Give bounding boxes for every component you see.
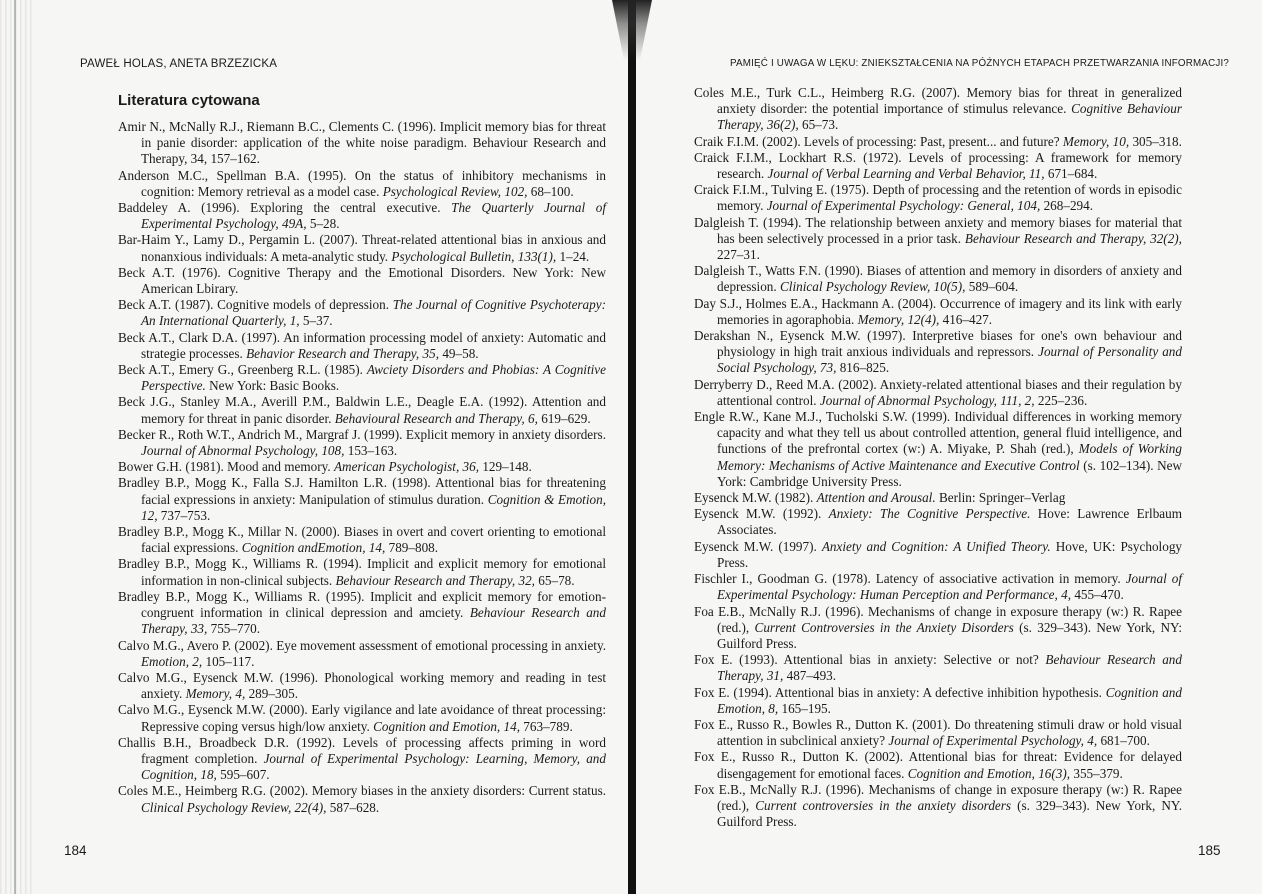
reference-entry: [694, 604, 1182, 653]
reference-entry: [118, 330, 606, 362]
reference-source: Cognition and Emotion, 16(3),: [907, 765, 1071, 781]
right-page: [636, 0, 1262, 894]
reference-entry: [118, 297, 606, 329]
reference-text: Fischler I., Goodman G. (1978). Latency of associative activation in memory.: [694, 571, 1126, 587]
reference-entry: [694, 215, 1182, 264]
reference-pages: New York: Basic Books.: [205, 378, 340, 394]
reference-entry: [118, 362, 606, 394]
reference-entry: [118, 200, 606, 232]
reference-source: Journal of Abnormal Psychology, 111, 2,: [819, 392, 1035, 408]
reference-entry: [694, 571, 1182, 603]
reference-entry: [694, 263, 1182, 295]
reference-text: Craick F.I.M., Lockhart R.S. (1972). Levels of processing: A framework for memory research.: [694, 149, 1182, 182]
reference-entry: [694, 539, 1182, 571]
reference-pages: (s. 329–343). New York, NY: Guilford Press.: [717, 619, 1182, 651]
reference-list-right: [694, 85, 1182, 830]
reference-source: Cognition & Emotion, 12,: [141, 491, 606, 523]
reference-pages: 5–28.: [306, 216, 340, 232]
reference-source: Current Controversies in the Anxiety Disorders: [754, 619, 1014, 635]
reference-entry: [118, 638, 606, 670]
reference-entry: [694, 182, 1182, 214]
reference-entry: [118, 475, 606, 524]
reference-source: The Journal of Cognitive Psychoterapy: An International Quarterly, 1,: [141, 297, 606, 329]
reference-source: Behavior Research and Therapy, 35,: [246, 345, 440, 361]
reference-source: Emotion, 2,: [141, 653, 203, 669]
reference-source: Cognition andEmotion, 14,: [241, 540, 386, 556]
page-number-right: 185: [1198, 843, 1221, 858]
reference-source: Journal of Experimental Psychology: General, 104,: [766, 198, 1041, 214]
reference-text: Craick F.I.M., Tulving E. (1975). Depth of processing and the retention of words in episodic memory.: [694, 182, 1182, 214]
reference-pages: 595–607.: [216, 767, 270, 783]
reference-text: Fox E., Russo R., Dutton K. (2002). Attentional bias for threat: Evidence for delayed disengagement for emotional faces.: [694, 749, 1182, 781]
reference-pages: 5–37.: [299, 313, 333, 329]
reference-source: Attention and Arousal.: [816, 490, 936, 506]
reference-pages: 589–604.: [965, 279, 1019, 295]
reference-source: Memory, 4,: [185, 686, 246, 702]
reference-pages: 671–684.: [1044, 166, 1098, 182]
reference-pages: 165–195.: [778, 700, 831, 716]
reference-text: Dalgleish T., Watts F.N. (1990). Biases of attention and memory in disorders of anxiety and depression.: [694, 263, 1182, 295]
running-head-left: PAWEŁ HOLAS, ANETA BRZEZICKA: [80, 58, 278, 70]
reference-source: Anxiety: The Cognitive Perspective.: [828, 506, 1031, 522]
reference-entry: [694, 134, 1182, 150]
reference-pages: 129–148.: [479, 459, 532, 475]
reference-text: Beck A.T., Clark D.A. (1997). An information processing model of anxiety: Automatic and strategie processes.: [118, 329, 606, 361]
reference-text: Beck A.T. (1987). Cognitive models of depression.: [118, 297, 393, 313]
reference-text: Fox E., Russo R., Bowles R., Dutton K. (2001). Do threatening stimuli draw or hold visual attention in subclinical anxiety?: [694, 716, 1182, 749]
section-title: Literatura cytowana: [118, 92, 260, 109]
reference-pages: 153–163.: [344, 443, 398, 459]
reference-entry: [694, 685, 1182, 717]
reference-text: Fox E. (1993). Attentional bias in anxiety: Selective or not?: [694, 652, 1046, 668]
reference-pages: 416–427.: [939, 311, 993, 327]
left-page: [0, 0, 628, 894]
reference-source: Memory, 10,: [1062, 133, 1130, 149]
reference-source: Clinical Psychology Review, 10(5),: [780, 279, 966, 295]
book-gutter: [628, 0, 636, 894]
reference-text: Eysenck M.W. (1992).: [694, 506, 829, 522]
reference-text: Bradley B.P., Mogg K., Millar N. (2000). Biases in overt and covert orienting to emotional facial expressions.: [118, 524, 606, 556]
reference-source: Journal of Experimental Psychology: Learning, Memory, and Cognition, 18,: [141, 750, 606, 783]
reference-pages: 737–753.: [157, 507, 211, 523]
reference-text: Derakshan N., Eysenck M.W. (1997). Interpretive biases for one's own behaviour and physiology in high trait anxious individuals and repressors.: [694, 328, 1182, 360]
reference-source: Current controversies in the anxiety disorders: [755, 797, 1012, 813]
reference-pages: 49–58.: [439, 345, 479, 361]
reference-pages: 763–789.: [520, 718, 573, 734]
reference-text: Eysenck M.W. (1997).: [694, 538, 822, 554]
reference-entry: [118, 524, 606, 556]
reference-pages: 789–808.: [385, 540, 439, 556]
reference-pages: 268–294.: [1040, 198, 1094, 214]
reference-text: Coles M.E., Turk C.L., Heimberg R.G. (2007). Memory bias for threat in generalized anxiety disorder: the potential importance of stimulus relevance.: [694, 85, 1182, 117]
reference-source: Behaviour Research and Therapy, 31,: [717, 652, 1182, 684]
reference-source: Cognitive Behaviour Therapy, 36(2),: [717, 101, 1182, 133]
reference-entry: [118, 589, 606, 638]
reference-entry: [118, 168, 606, 200]
reference-pages: Hove: Lawrence Erlbaum Associates.: [717, 506, 1183, 538]
reference-text: Bar-Haim Y., Lamy D., Pergamin L. (2007). Threat-related attentional bias in anxious and nonanxious individuals: A meta-analytic study.: [118, 232, 606, 264]
reference-text: Bradley B.P., Mogg K., Williams R. (1994). Implicit and explicit memory for emotional information in non-clinical subjects.: [118, 556, 606, 588]
reference-entry: [118, 459, 606, 475]
reference-text: Anderson M.C., Spellman B.A. (1995). On the status of inhibitory mechanisms in cognition: Memory retrieval as a model case.: [118, 167, 606, 199]
reference-source: Journal of Abnormal Psychology, 108,: [141, 443, 345, 459]
page-number-left: 184: [64, 843, 87, 858]
reference-source: Behavioural Research and Therapy, 6,: [334, 410, 538, 426]
reference-source: Behaviour Research and Therapy, 32,: [335, 572, 535, 588]
reference-text: Beck A.T. (1976). Cognitive Therapy and the Emotional Disorders. New York: New American Lbirary.: [118, 264, 606, 297]
reference-source: Journal of Experimental Psychology, 4,: [888, 733, 1098, 749]
reference-source: Clinical Psychology Review, 22(4),: [141, 799, 327, 815]
reference-text: Calvo M.G., Eysenck M.W. (1996). Phonological working memory and reading in test anxiety.: [118, 669, 606, 702]
reference-entry: [694, 749, 1182, 781]
reference-text: Bradley B.P., Mogg K., Williams R. (1995). Implicit and explicit memory for emotion-congruent information in clinical depression and amciety.: [118, 588, 606, 621]
reference-text: Bower G.H. (1981). Mood and memory.: [118, 459, 334, 475]
reference-entry: [118, 556, 606, 588]
reference-entry: [694, 782, 1182, 831]
running-head-right: PAMIĘĆ I UWAGA W LĘKU: ZNIEKSZTAŁCENIA NA PÓŹNYCH ETAPACH PRZETWARZANIA INFORMACJI?: [730, 58, 1230, 69]
reference-pages: 65–78.: [534, 572, 575, 588]
reference-pages: Berlin: Springer–Verlag: [935, 490, 1066, 506]
reference-pages: 619–629.: [537, 410, 591, 426]
reference-pages: 68–100.: [527, 183, 574, 199]
reference-text: Engle R.W., Kane M.J., Tucholski S.W. (1999). Individual differences in working memory capacity and what they tell us about controlled attention, general fluid intelligence, and functions of the prefrontal cortex (w:) A. Miyake, P. Shah (red.),: [694, 409, 1182, 457]
reference-pages: 65–73.: [798, 117, 839, 133]
reference-source: Models of Working Memory: Mechanisms of Active Maintenance and Executive Control: [717, 441, 1182, 473]
reference-pages: 227–31.: [717, 247, 760, 263]
reference-entry: [694, 85, 1182, 134]
reference-text: Fox E. (1994). Attentional bias in anxiety: A defective inhibition hypothesis.: [694, 684, 1106, 700]
reference-pages: 105–117.: [202, 653, 255, 669]
reference-entry: [694, 409, 1182, 490]
reference-entry: [694, 150, 1182, 182]
reference-pages: (s. 102–134). New York: Cambridge University Press.: [717, 457, 1182, 489]
reference-entry: [694, 328, 1182, 377]
reference-entry: [694, 506, 1182, 538]
reference-source: Psychological Bulletin, 133(1),: [391, 248, 557, 264]
reference-entry: [694, 377, 1182, 409]
reference-text: Craik F.I.M. (2002). Levels of processing: Past, present... and future?: [694, 133, 1063, 149]
reference-pages: Hove, UK: Psychology Press.: [717, 538, 1183, 570]
reference-entry: [118, 119, 606, 168]
reference-source: Journal of Experimental Psychology: Human Perception and Performance, 4,: [717, 571, 1182, 603]
reference-source: Psychological Review, 102,: [382, 183, 528, 199]
reference-pages: 487–493.: [783, 668, 837, 684]
reference-pages: 587–628.: [326, 799, 380, 815]
reference-pages: 305–318.: [1129, 133, 1182, 149]
reference-entry: [118, 394, 606, 426]
reference-text: Day S.J., Holmes E.A., Hackmann A. (2004). Occurrence of imagery and its link with early memories in agoraphobia.: [694, 295, 1182, 327]
reference-source: Behaviour Research and Therapy, 33,: [141, 605, 606, 637]
reference-entry: [118, 427, 606, 459]
reference-entry: [694, 296, 1182, 328]
reference-entry: [118, 232, 606, 264]
reference-text: Dalgleish T. (1994). The relationship between anxiety and memory biases for material that has been selectively processed in a prior task.: [694, 214, 1182, 246]
reference-text: Beck A.T., Emery G., Greenberg R.L. (1985).: [118, 362, 367, 378]
reference-entry: [694, 652, 1182, 684]
reference-text: Becker R., Roth W.T., Andrich M., Margraf J. (1999). Explicit memory in anxiety disorders.: [118, 426, 606, 442]
reference-pages: 225–236.: [1034, 392, 1088, 408]
reference-text: Foa E.B., McNally R.J. (1996). Mechanisms of change in exposure therapy (w:) R. Rapee (red.),: [694, 603, 1182, 635]
reference-source: Behaviour Research and Therapy, 32(2),: [964, 230, 1182, 246]
reference-pages: 755–770.: [207, 621, 261, 637]
reference-text: Coles M.E., Heimberg R.G. (2002). Memory biases in the anxiety disorders: Current status.: [118, 783, 606, 799]
reference-entry: [118, 783, 606, 815]
reference-text: Amir N., McNally R.J., Riemann B.C., Clements C. (1996). Implicit memory bias for threat in panie disorder: application of the white noise paradigm. Behaviour Research and Therapy, 34, 157–162.: [118, 119, 606, 167]
reference-pages: (s. 329–343). New York, NY. Guilford Press.: [717, 797, 1182, 830]
reference-entry: [118, 735, 606, 784]
reference-pages: 816–825.: [836, 360, 890, 376]
reference-source: Cognition and Emotion, 8,: [717, 684, 1182, 716]
reference-entry: [694, 490, 1182, 506]
reference-text: Calvo M.G., Eysenck M.W. (2000). Early vigilance and late avoidance of threat processing: Repressive coping versus high/low anxiety.: [118, 702, 606, 734]
reference-source: Anxiety and Cognition: A Unified Theory.: [821, 538, 1051, 554]
reference-text: Challis B.H., Broadbeck D.R. (1992). Levels of processing affects priming in word fragment completion.: [118, 734, 606, 766]
reference-pages: 1–24.: [556, 248, 590, 264]
reference-pages: 289–305.: [245, 686, 299, 702]
reference-entry: [118, 670, 606, 702]
reference-pages: 455–470.: [1071, 587, 1124, 603]
reference-text: Bradley B.P., Mogg K., Falla S.J. Hamilton L.R. (1998). Attentional bias for threatening facial expressions in anxiety: Manipulation of stimulus duration.: [118, 475, 606, 507]
reference-source: Journal of Personality and Social Psychology, 73,: [717, 344, 1182, 376]
reference-pages: 681–700.: [1097, 733, 1150, 749]
reference-text: Calvo M.G., Avero P. (2002). Eye movement assessment of emotional processing in anxiety.: [118, 637, 606, 653]
reference-source: Awciety Disorders and Phobias: A Cognitive Perspective.: [141, 362, 607, 394]
reference-pages: 355–379.: [1070, 765, 1123, 781]
reference-entry: [118, 702, 606, 734]
reference-list-left: [118, 119, 606, 816]
reference-entry: [694, 717, 1182, 749]
reference-text: Baddeley A. (1996). Exploring the central executive.: [118, 200, 452, 216]
reference-source: Journal of Verbal Learning and Verbal Behavior, 11,: [767, 166, 1045, 182]
reference-text: Beck J.G., Stanley M.A., Averill P.M., Baldwin L.E., Deagle E.A. (1992). Attention and memory for threat in panic disorder.: [118, 394, 606, 426]
reference-source: The Quarterly Journal of Experimental Psychology, 49A,: [141, 200, 606, 232]
reference-source: American Psychologist, 36,: [333, 459, 480, 475]
reference-entry: [118, 265, 606, 297]
reference-text: Fox E.B., McNally R.J. (1996). Mechanisms of change in exposure therapy (w:) R. Rapee (red.),: [694, 781, 1182, 813]
reference-text: Eysenck M.W. (1982).: [694, 490, 817, 506]
reference-source: Cognition and Emotion, 14,: [373, 718, 520, 734]
reference-source: Memory, 12(4),: [857, 311, 940, 327]
reference-text: Derryberry D., Reed M.A. (2002). Anxiety-related attentional biases and their regulation by attentional control.: [694, 376, 1182, 408]
